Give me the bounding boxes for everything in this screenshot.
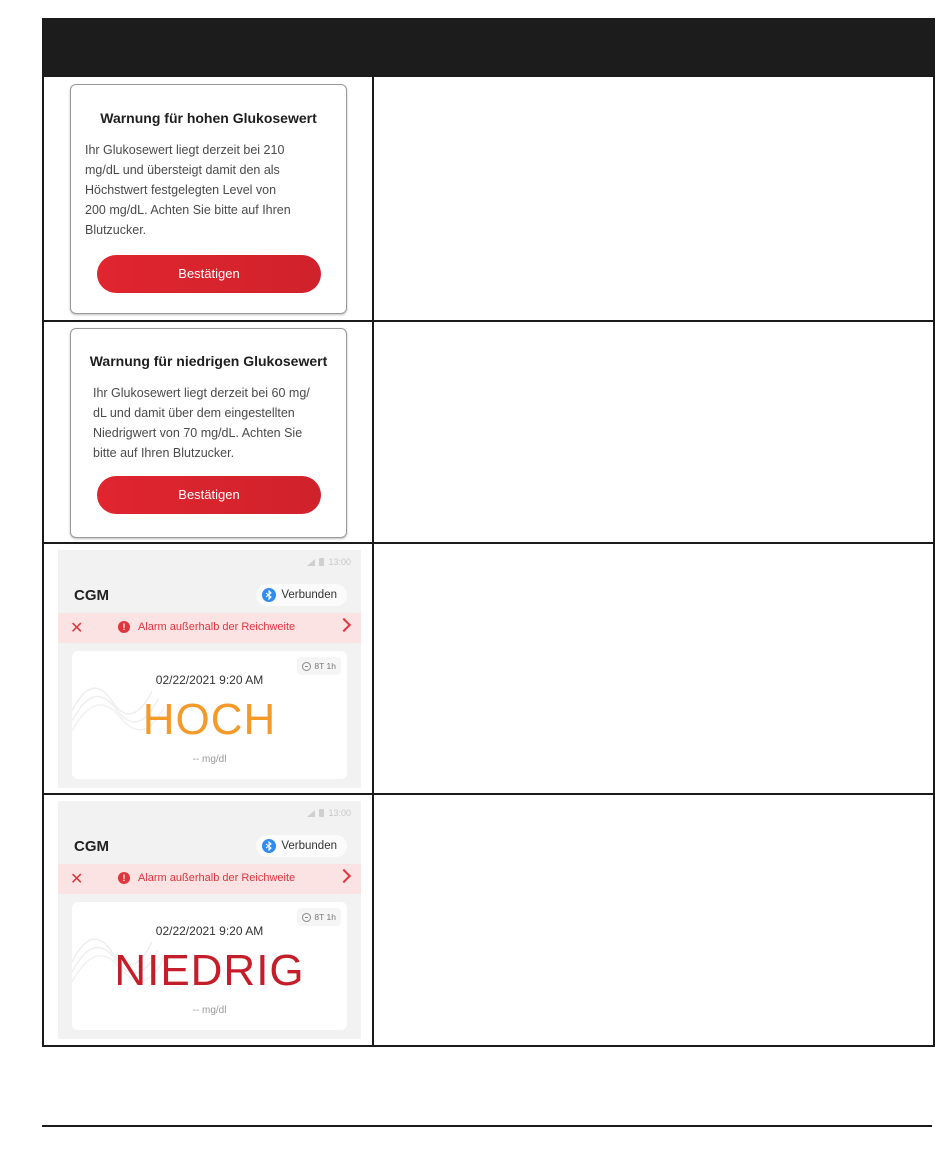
reading-datetime: 02/22/2021 9:20 AM xyxy=(155,673,264,687)
status-bar xyxy=(307,557,351,567)
dialog-line: Höchstwert festgelegten Level von xyxy=(85,183,277,197)
table-row xyxy=(44,75,933,322)
high-glucose-dialog xyxy=(70,84,347,314)
sensor-age: 8T 1h xyxy=(314,661,336,671)
dialog-line: bitte auf Ihren Blutzucker. xyxy=(93,446,235,460)
alert-icon: ! xyxy=(118,621,130,633)
table-row xyxy=(44,542,933,795)
description-cell xyxy=(374,77,933,322)
dialog-title: Warnung für hohen Glukosewert xyxy=(100,110,317,126)
glucose-unit: -- mg/dl xyxy=(192,754,227,765)
glucose-unit: -- mg/dl xyxy=(192,1005,227,1016)
signal-icon xyxy=(307,810,315,817)
cgm-screen-high xyxy=(58,550,361,788)
connection-label: Verbunden xyxy=(281,589,337,601)
dialog-line: Ihr Glukosewert liegt derzeit bei 60 mg/ xyxy=(93,386,310,400)
dialog-line: 200 mg/dL. Achten Sie bitte auf Ihren xyxy=(85,203,291,217)
chevron-right-icon[interactable] xyxy=(337,869,351,883)
reading-datetime: 02/22/2021 9:20 AM xyxy=(155,924,264,938)
alarm-text: Alarm außerhalb der Reichweite xyxy=(138,872,296,884)
close-icon[interactable]: ✕ xyxy=(70,620,84,637)
app-title: CGM xyxy=(74,587,109,604)
dialog-line: mg/dL und übersteigt damit den als xyxy=(85,163,280,177)
table-header xyxy=(44,20,933,75)
sensor-age: 8T 1h xyxy=(314,912,336,922)
description-cell xyxy=(374,795,933,1047)
bluetooth-icon xyxy=(262,839,276,853)
dialog-line: dL und damit über dem eingestellten xyxy=(93,406,295,420)
dialog-line: Blutzucker. xyxy=(85,223,147,237)
dialog-line: Ihr Glukosewert liegt derzeit bei 210 xyxy=(85,143,285,157)
description-cell xyxy=(374,322,933,544)
connection-status[interactable] xyxy=(256,584,347,606)
confirm-button[interactable]: Bestätigen xyxy=(97,255,321,293)
close-icon[interactable]: ✕ xyxy=(70,871,84,888)
dialog-title: Warnung für niedrigen Glukosewert xyxy=(89,353,328,369)
table-row xyxy=(44,320,933,544)
glucose-reading-card xyxy=(72,651,347,779)
connection-label: Verbunden xyxy=(281,840,337,852)
alarm-text: Alarm außerhalb der Reichweite xyxy=(138,621,296,633)
alert-icon: ! xyxy=(118,872,130,884)
battery-icon xyxy=(319,558,324,566)
alarm-banner[interactable] xyxy=(58,864,361,894)
connection-status[interactable] xyxy=(256,835,347,857)
glucose-value: HOCH xyxy=(142,695,277,744)
chevron-right-icon[interactable] xyxy=(337,618,351,632)
status-time: 13:00 xyxy=(328,808,351,818)
battery-icon xyxy=(319,809,324,817)
dialog-message xyxy=(93,383,343,463)
clock-icon xyxy=(302,913,311,922)
glucose-value: NIEDRIG xyxy=(114,946,305,995)
alarm-banner[interactable] xyxy=(58,613,361,643)
signal-icon xyxy=(307,559,315,566)
dialog-line: Niedrigwert von 70 mg/dL. Achten Sie xyxy=(93,426,303,440)
footer-rule xyxy=(42,1125,932,1127)
clock-icon xyxy=(302,662,311,671)
description-cell xyxy=(374,544,933,795)
confirm-button[interactable]: Bestätigen xyxy=(97,476,321,514)
cgm-screen-low xyxy=(58,801,361,1039)
low-glucose-dialog xyxy=(70,328,347,538)
document-table xyxy=(42,18,935,1047)
dialog-message xyxy=(85,140,335,240)
bluetooth-icon xyxy=(262,588,276,602)
table-row xyxy=(44,793,933,1047)
glucose-reading-card xyxy=(72,902,347,1030)
app-title: CGM xyxy=(74,838,109,855)
status-time: 13:00 xyxy=(328,557,351,567)
status-bar xyxy=(307,808,351,818)
